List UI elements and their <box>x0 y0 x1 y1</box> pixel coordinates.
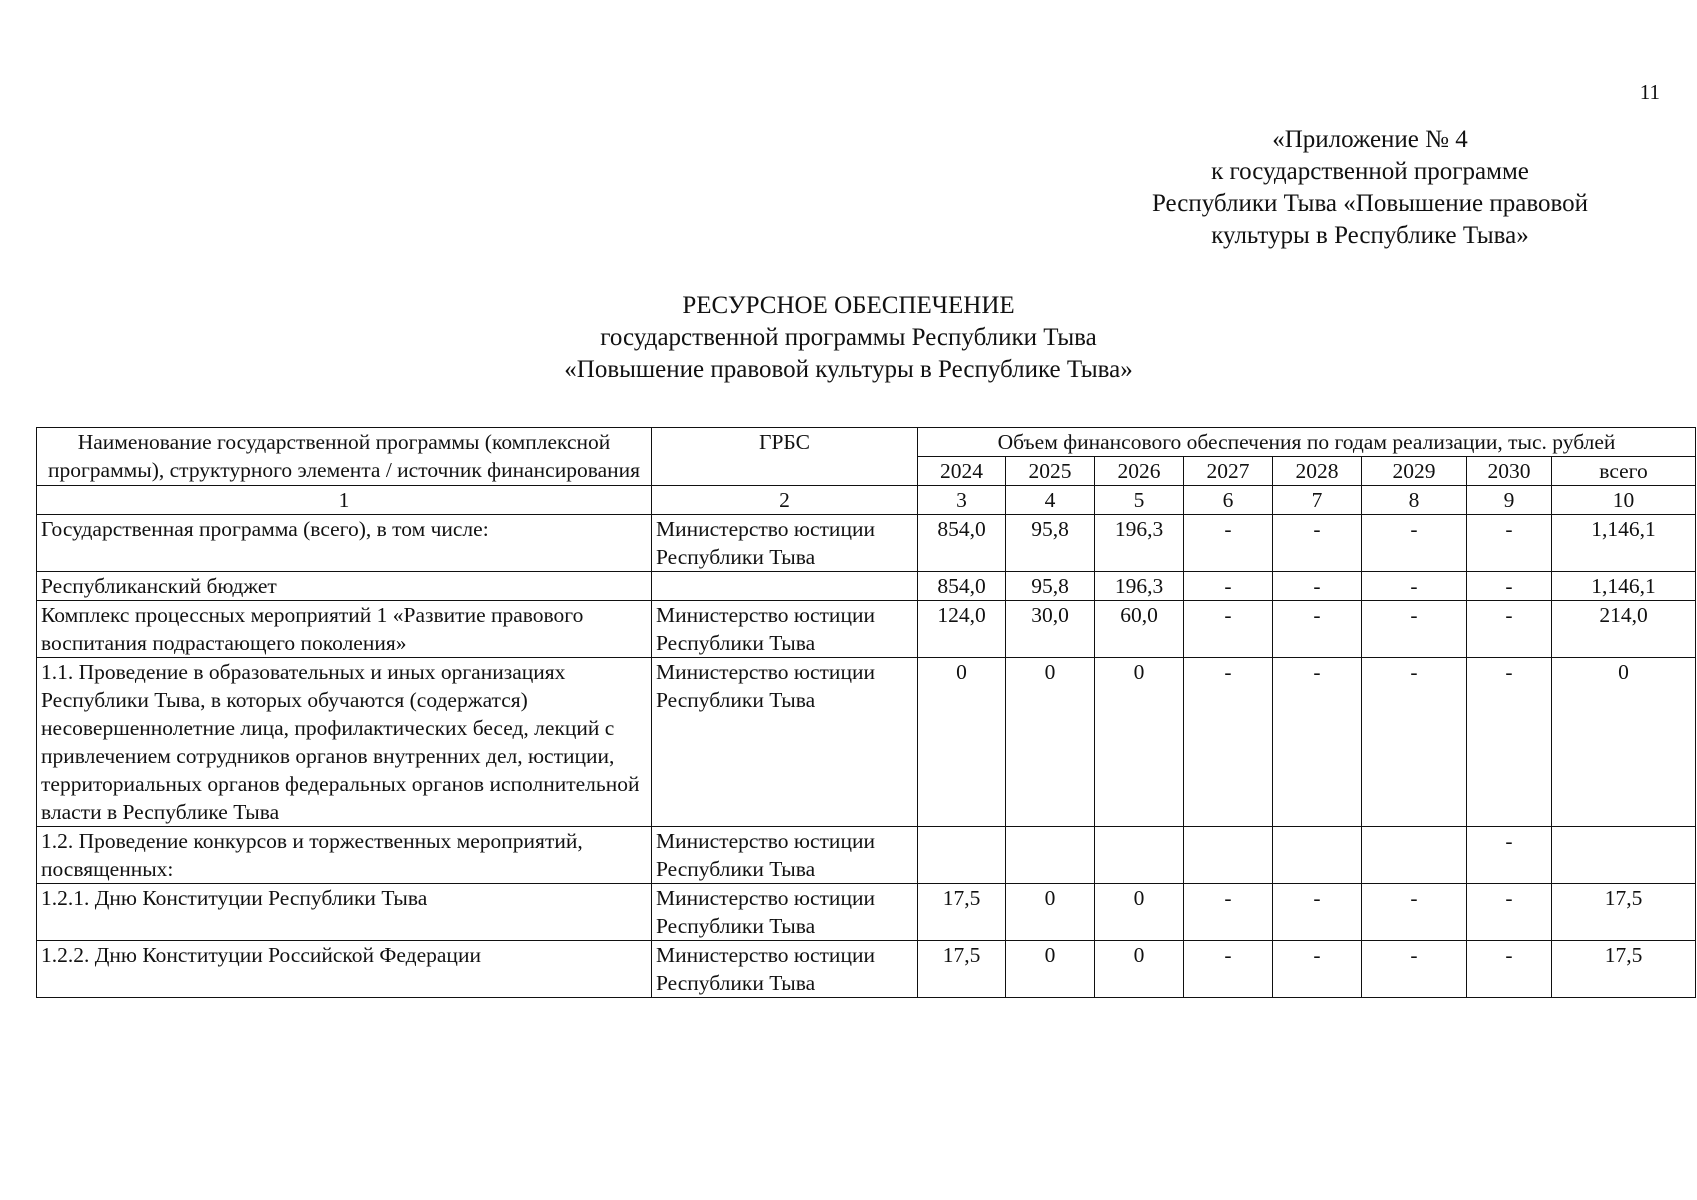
row-value-2025: 95,8 <box>1006 572 1095 601</box>
row-value-2025: 0 <box>1006 941 1095 998</box>
row-value-2028: - <box>1273 515 1362 572</box>
row-grbs: Министерство юстиции Республики Тыва <box>652 827 918 884</box>
title-line: «Повышение правовой культуры в Республике Тыва» <box>564 356 1133 383</box>
row-value-2030: - <box>1467 658 1552 827</box>
row-value-2029: - <box>1362 601 1467 658</box>
row-grbs: Министерство юстиции Республики Тыва <box>652 941 918 998</box>
row-value-2029: - <box>1362 941 1467 998</box>
row-value-2030: - <box>1467 601 1552 658</box>
row-total: 17,5 <box>1552 941 1696 998</box>
row-value-2028: - <box>1273 572 1362 601</box>
column-number-row <box>37 486 1696 515</box>
column-number: 6 <box>1184 486 1273 515</box>
row-name: 1.2. Проведение конкурсов и торжественных мероприятий, посвященных: <box>37 827 652 884</box>
column-number: 4 <box>1006 486 1095 515</box>
row-value-2024 <box>918 827 1006 884</box>
table-row <box>37 827 1696 884</box>
row-value-2027: - <box>1184 941 1273 998</box>
column-number: 10 <box>1552 486 1696 515</box>
header-grbs-column: ГРБС <box>652 428 918 486</box>
table-row <box>37 572 1696 601</box>
row-grbs <box>652 572 918 601</box>
row-name: 1.2.1. Дню Конституции Республики Тыва <box>37 884 652 941</box>
row-value-2030: - <box>1467 884 1552 941</box>
table-row <box>37 515 1696 572</box>
column-number: 3 <box>918 486 1006 515</box>
row-value-2028: - <box>1273 884 1362 941</box>
row-value-2024: 854,0 <box>918 572 1006 601</box>
header-total: всего <box>1552 457 1696 486</box>
resource-table <box>36 427 1696 998</box>
appendix-line: «Приложение № 4 <box>1272 126 1468 153</box>
header-year: 2030 <box>1467 457 1552 486</box>
row-value-2030: - <box>1467 572 1552 601</box>
row-value-2025: 0 <box>1006 884 1095 941</box>
row-total: 214,0 <box>1552 601 1696 658</box>
row-name: 1.1. Проведение в образовательных и иных организациях Республики Тыва, в которых обучаются (содержатся) несовершеннолетние лица, профилактических бесед, лекций с привлечением сотрудников органов внутренних дел, юстиции, территориальных органов федеральных органов исполнительной власти в Республике Тыва <box>37 658 652 827</box>
row-value-2029: - <box>1362 515 1467 572</box>
header-year: 2024 <box>918 457 1006 486</box>
row-value-2026: 196,3 <box>1095 515 1184 572</box>
row-name: Государственная программа (всего), в том числе: <box>37 515 652 572</box>
table-row <box>37 658 1696 827</box>
appendix-line: Республики Тыва «Повышение правовой <box>1151 190 1589 217</box>
column-number: 8 <box>1362 486 1467 515</box>
row-value-2027: - <box>1184 572 1273 601</box>
row-value-2026: 0 <box>1095 884 1184 941</box>
row-value-2030: - <box>1467 515 1552 572</box>
row-total: 1,146,1 <box>1552 572 1696 601</box>
title-line: государственной программы Республики Тыва <box>600 324 1097 351</box>
row-value-2024: 0 <box>918 658 1006 827</box>
header-finance-group: Объем финансового обеспечения по годам реализации, тыс. рублей <box>918 428 1696 457</box>
row-value-2026: 196,3 <box>1095 572 1184 601</box>
table-row <box>37 941 1696 998</box>
row-value-2026: 60,0 <box>1095 601 1184 658</box>
row-value-2025: 30,0 <box>1006 601 1095 658</box>
row-grbs: Министерство юстиции Республики Тыва <box>652 658 918 827</box>
column-number: 7 <box>1273 486 1362 515</box>
row-value-2029: - <box>1362 884 1467 941</box>
row-value-2027: - <box>1184 884 1273 941</box>
row-value-2027 <box>1184 827 1273 884</box>
row-value-2025 <box>1006 827 1095 884</box>
appendix-line: к государственной программе <box>1211 158 1529 185</box>
row-total: 0 <box>1552 658 1696 827</box>
row-value-2030: - <box>1467 827 1552 884</box>
page-number: 11 <box>1639 80 1660 104</box>
row-name: Республиканский бюджет <box>37 572 652 601</box>
row-value-2030: - <box>1467 941 1552 998</box>
appendix-note <box>1080 124 1660 252</box>
row-name: 1.2.2. Дню Конституции Российской Федерации <box>37 941 652 998</box>
row-value-2024: 124,0 <box>918 601 1006 658</box>
row-value-2024: 854,0 <box>918 515 1006 572</box>
row-value-2029: - <box>1362 658 1467 827</box>
header-year: 2029 <box>1362 457 1467 486</box>
header-year: 2027 <box>1184 457 1273 486</box>
row-value-2025: 0 <box>1006 658 1095 827</box>
document-title <box>0 290 1697 386</box>
row-total: 1,146,1 <box>1552 515 1696 572</box>
header-year: 2026 <box>1095 457 1184 486</box>
appendix-line: культуры в Республике Тыва» <box>1211 222 1529 249</box>
row-grbs: Министерство юстиции Республики Тыва <box>652 601 918 658</box>
column-number: 5 <box>1095 486 1184 515</box>
table-row <box>37 601 1696 658</box>
row-value-2026: 0 <box>1095 658 1184 827</box>
row-value-2028: - <box>1273 658 1362 827</box>
row-value-2026 <box>1095 827 1184 884</box>
row-grbs: Министерство юстиции Республики Тыва <box>652 884 918 941</box>
header-year: 2028 <box>1273 457 1362 486</box>
row-value-2028 <box>1273 827 1362 884</box>
row-total: 17,5 <box>1552 884 1696 941</box>
row-value-2028: - <box>1273 601 1362 658</box>
header-year: 2025 <box>1006 457 1095 486</box>
table-row <box>37 884 1696 941</box>
column-number: 1 <box>37 486 652 515</box>
resource-table-wrapper <box>36 427 1685 998</box>
row-value-2029 <box>1362 827 1467 884</box>
column-number: 9 <box>1467 486 1552 515</box>
row-value-2027: - <box>1184 601 1273 658</box>
row-value-2027: - <box>1184 658 1273 827</box>
row-value-2027: - <box>1184 515 1273 572</box>
row-total <box>1552 827 1696 884</box>
row-name: Комплекс процессных мероприятий 1 «Развитие правового воспитания подрастающего поколения» <box>37 601 652 658</box>
row-value-2024: 17,5 <box>918 884 1006 941</box>
header-name-column: Наименование государственной программы (комплексной программы), структурного элемента / источник финансирования <box>37 428 652 486</box>
row-value-2026: 0 <box>1095 941 1184 998</box>
title-line: РЕСУРСНОЕ ОБЕСПЕЧЕНИЕ <box>682 292 1015 319</box>
column-number: 2 <box>652 486 918 515</box>
row-value-2028: - <box>1273 941 1362 998</box>
row-value-2029: - <box>1362 572 1467 601</box>
row-value-2025: 95,8 <box>1006 515 1095 572</box>
table-header-row <box>37 428 1696 457</box>
row-value-2024: 17,5 <box>918 941 1006 998</box>
row-grbs: Министерство юстиции Республики Тыва <box>652 515 918 572</box>
